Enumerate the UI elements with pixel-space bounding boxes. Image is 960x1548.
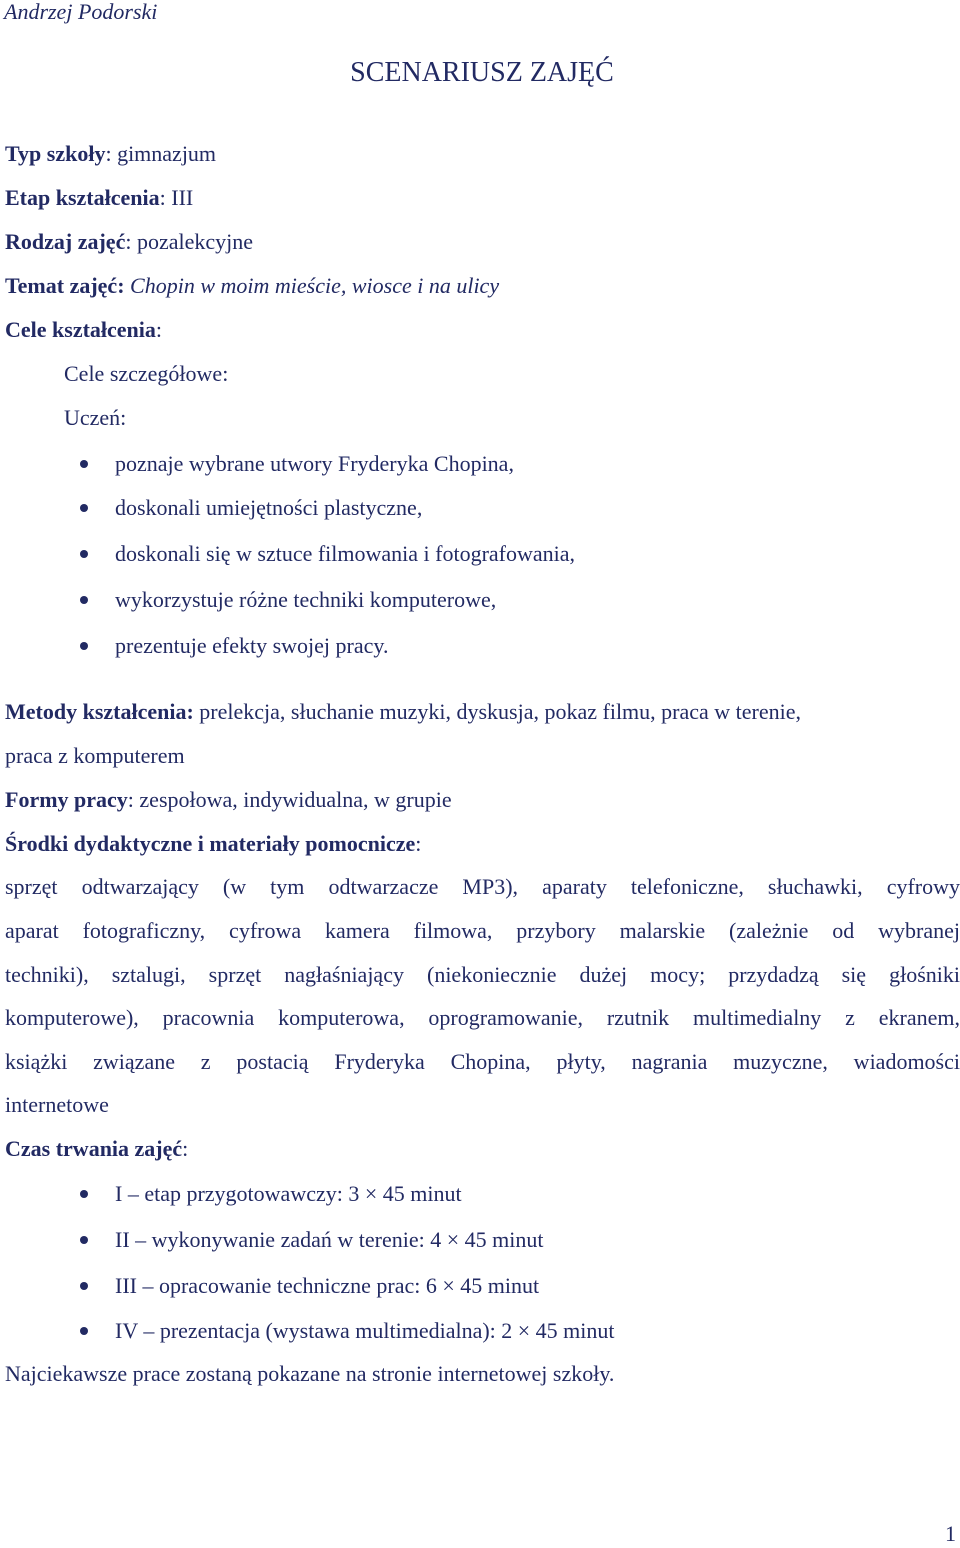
document-title: SCENARIUSZ ZAJĘĆ	[350, 57, 614, 88]
methods-text: prelekcja, słuchanie muzyki, dyskusja, pokaz filmu, praca w terenie,	[199, 699, 802, 724]
field-class-type	[5, 228, 253, 256]
aids-line: sprzęt odtwarzający (w tym odtwarzacze MP3), aparaty telefoniczne, słuchawki, cyfrowy	[5, 874, 960, 899]
bullet-icon	[80, 596, 88, 604]
list-item-text: wykorzystuje różne techniki komputerowe,	[115, 587, 497, 612]
field-label: Typ szkoły	[5, 141, 106, 166]
aids-heading	[5, 830, 421, 858]
aids-line: komputerowe), pracownia komputerowa, oprogramowanie, rzutnik multimedialny z ekranem,	[5, 1005, 960, 1030]
field-value: Chopin w moim mieście, wiosce i na ulicy	[130, 273, 500, 298]
methods-label: Metody kształcenia:	[5, 699, 194, 724]
student-label: Uczeń:	[64, 405, 127, 430]
list-item-text: IV – prezentacja (wystawa multimedialna): 2 × 45 minut	[115, 1318, 615, 1343]
duration-colon: :	[182, 1136, 189, 1161]
aids-line: książki związane z postacią Fryderyka Chopina, płyty, nagrania muzyczne, wiadomości	[5, 1049, 960, 1074]
methods-line-2: praca z komputerem	[5, 743, 185, 768]
duration-label: Czas trwania zajęć	[5, 1136, 183, 1161]
list-item-text: prezentuje efekty swojej pracy.	[115, 633, 389, 658]
aids-colon: :	[415, 831, 422, 856]
duration-heading	[5, 1135, 188, 1163]
list-item-text: II – wykonywanie zadań w terenie: 4 × 45 minut	[115, 1227, 544, 1252]
bullet-icon	[80, 1236, 88, 1244]
field-label: Temat zajęć:	[5, 273, 125, 298]
bullet-icon	[80, 1190, 88, 1198]
detailed-goals-heading: Cele szczegółowe:	[64, 361, 229, 386]
field-value: : III	[159, 185, 194, 210]
list-item-text: III – opracowanie techniczne prac: 6 × 45 minut	[115, 1273, 540, 1298]
aids-line: aparat fotograficzny, cyfrowa kamera filmowa, przybory malarskie (zależnie od wybranej	[5, 918, 960, 943]
field-forms	[5, 786, 452, 814]
list-item-text: I – etap przygotowawczy: 3 × 45 minut	[115, 1181, 462, 1206]
field-school-type	[5, 140, 216, 168]
field-value: : gimnazjum	[105, 141, 217, 166]
bullet-icon	[80, 1282, 88, 1290]
closing-text: Najciekawsze prace zostaną pokazane na stronie internetowej szkoły.	[5, 1361, 615, 1386]
field-label: Etap kształcenia	[5, 185, 160, 210]
list-item-text: doskonali umiejętności plastyczne,	[115, 495, 423, 520]
bullet-icon	[80, 642, 88, 650]
field-label: Cele kształcenia	[5, 317, 156, 342]
methods-line-1	[5, 698, 801, 726]
list-item-text: poznaje wybrane utwory Fryderyka Chopina,	[115, 451, 514, 476]
bullet-icon	[80, 460, 88, 468]
aids-label: Środki dydaktyczne i materiały pomocnicze	[5, 831, 416, 856]
bullet-icon	[80, 504, 88, 512]
list-item-text: doskonali się w sztuce filmowania i fotografowania,	[115, 541, 576, 566]
field-value: : pozalekcyjne	[125, 229, 254, 254]
field-value: :	[155, 317, 163, 342]
field-value: : zespołowa, indywidualna, w grupie	[127, 787, 452, 812]
field-topic	[5, 272, 499, 300]
aids-line: internetowe	[5, 1092, 109, 1117]
bullet-icon	[80, 550, 88, 558]
aids-line: techniki), sztalugi, sprzęt nagłaśniający (niekoniecznie dużej mocy; przydadzą się głośniki	[5, 962, 960, 987]
field-label: Formy pracy	[5, 787, 128, 812]
page-number: 1	[945, 1521, 956, 1546]
bullet-icon	[80, 1327, 88, 1335]
field-goals	[5, 316, 162, 344]
field-stage	[5, 184, 193, 212]
field-label: Rodzaj zajęć	[5, 229, 126, 254]
author-name: Andrzej Podorski	[4, 0, 158, 24]
